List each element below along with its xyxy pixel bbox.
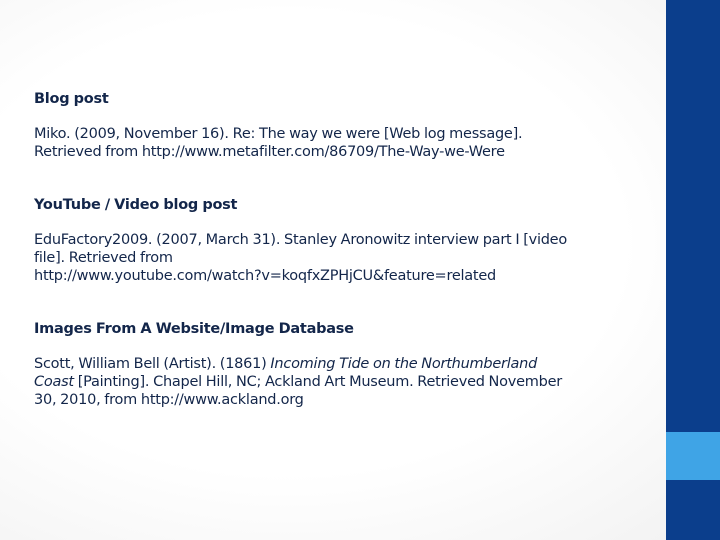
image-citation-title-part-1: Incoming Tide on the Northumberland [270, 356, 538, 372]
image-citation-line-1 [34, 355, 659, 373]
blog-post-citation-line-1: Miko. (2009, November 16). Re: The way we were [Web log message]. [34, 126, 523, 142]
section-heading-video-blog-post: YouTube / Video blog post [34, 197, 238, 213]
blog-post-citation-line-2: Retrieved from http://www.metafilter.com/86709/The-Way-we-Were [34, 144, 505, 160]
video-citation-line-2: file]. Retrieved from [34, 250, 173, 266]
image-citation-line-3: 30, 2010, from http://www.ackland.org [34, 392, 304, 408]
section-heading-blog-post: Blog post [34, 91, 109, 107]
references-content [34, 90, 659, 409]
image-citation-author: Scott, William Bell (Artist). (1861) [34, 356, 271, 372]
image-citation-title-part-2: Coast [34, 374, 74, 390]
sidebar-bar-accent [666, 432, 720, 480]
sidebar-bar-top [666, 0, 720, 432]
video-citation-line-3: http://www.youtube.com/watch?v=koqfxZPHjCU&feature=related [34, 268, 496, 284]
image-citation-line-2 [34, 373, 659, 391]
video-citation-line-1: EduFactory2009. (2007, March 31). Stanley Aronowitz interview part I [video [34, 232, 567, 248]
image-citation-details: [Painting]. Chapel Hill, NC; Ackland Art Museum. Retrieved November [73, 374, 562, 390]
sidebar-bar-bottom [666, 480, 720, 540]
section-heading-images: Images From A Website/Image Database [34, 321, 354, 337]
